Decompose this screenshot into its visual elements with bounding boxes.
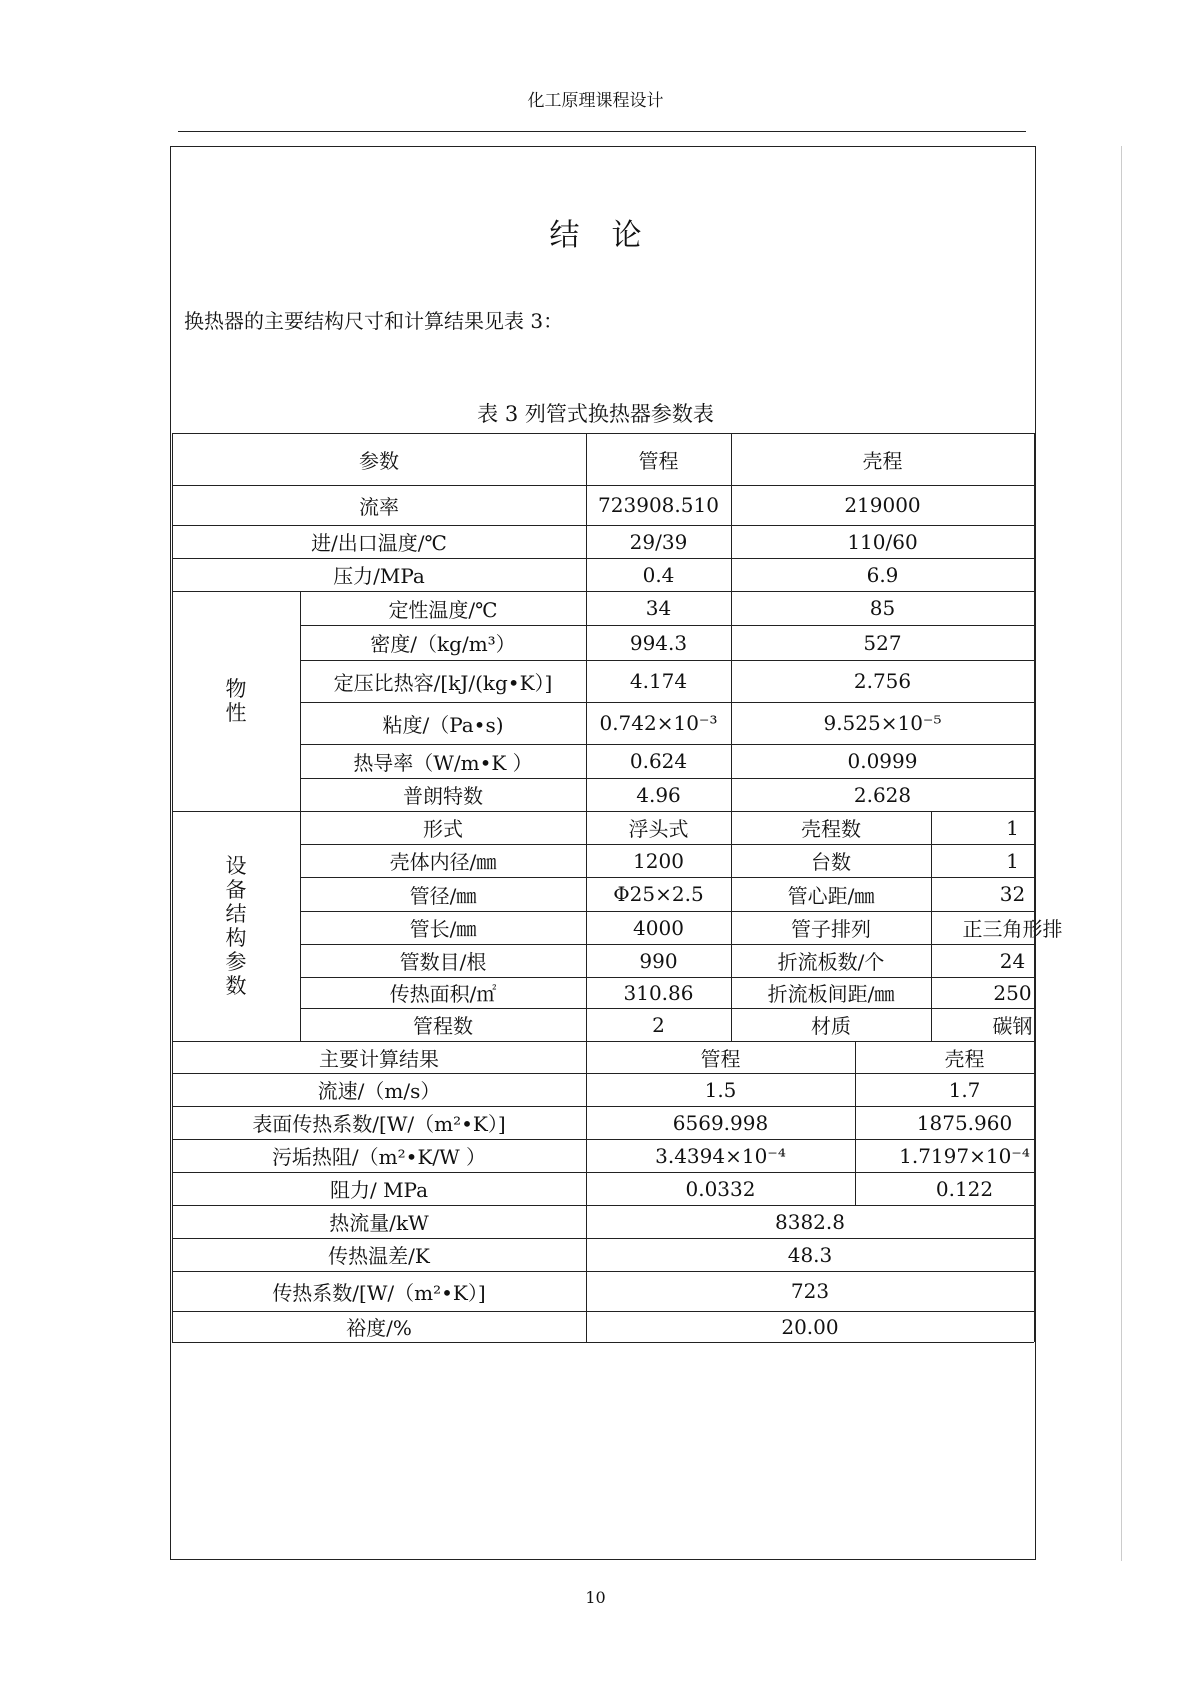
equipment-value: 250	[993, 980, 1032, 1005]
table-rule	[172, 1106, 1034, 1107]
shell-value: 110/60	[847, 529, 918, 554]
equipment-label: 管径/㎜	[409, 883, 477, 908]
tube-value: 4.96	[636, 782, 681, 807]
equipment-value: 碳钢	[992, 1014, 1033, 1038]
summary-label: 热流量/kW	[329, 1211, 429, 1235]
physical-group-label-char: 物	[225, 677, 247, 701]
equipment-label: 传热面积/㎡	[389, 982, 497, 1006]
summary-value: 723	[790, 1279, 830, 1303]
tube-value: 29/39	[629, 529, 688, 554]
shell-value: 85	[869, 596, 896, 620]
table-rule	[172, 811, 1034, 812]
table-rule	[172, 485, 1034, 486]
equipment-value: 32	[999, 882, 1026, 906]
table-rule	[300, 1008, 1034, 1009]
page-header: 化工原理课程设计	[527, 91, 664, 111]
equipment-group-label-char: 构	[225, 926, 247, 950]
table-rule	[172, 1238, 1034, 1239]
table-rule	[931, 811, 932, 1041]
tube-value: 723908.510	[598, 493, 719, 517]
equipment-value: 24	[999, 948, 1026, 973]
table-rule	[300, 877, 1034, 878]
row-label: 流率	[359, 494, 399, 519]
equipment-label: 管子排列	[791, 917, 871, 941]
table-left-rule	[172, 433, 173, 1342]
equipment-label: 形式	[423, 817, 463, 841]
equipment-value: 4000	[633, 915, 684, 940]
summary-value: 8382.8	[775, 1209, 845, 1234]
table-rule	[172, 1073, 1034, 1074]
shell-value: 2.628	[853, 782, 912, 807]
column-header-param: 参数	[359, 448, 399, 473]
tube-value: 0.4	[642, 562, 675, 587]
table-rule	[855, 1041, 856, 1205]
tube-value: 4.174	[629, 669, 688, 693]
table-rule	[300, 944, 1034, 945]
equipment-value: Φ25×2.5	[613, 882, 704, 906]
table-rule	[300, 778, 1034, 779]
equipment-value: 310.86	[623, 980, 694, 1005]
table-rule	[172, 1311, 1034, 1312]
property-label: 定性温度/℃	[388, 597, 498, 622]
shell-value: 219000	[844, 493, 921, 517]
shell-result: 1.7197×10⁻⁴	[899, 1143, 1030, 1168]
property-label: 定压比热容/[kJ/(kg•K）]	[333, 670, 553, 695]
table-rule	[172, 1041, 1034, 1042]
table-rule	[300, 660, 1034, 661]
section-title: 结论	[549, 218, 674, 253]
table-rule	[731, 433, 732, 1041]
table-right-rule	[1034, 433, 1035, 1342]
results-header-tube: 管程	[700, 1046, 741, 1071]
result-label: 流速/（m/s）	[317, 1079, 441, 1103]
shell-result: 1.7	[948, 1077, 981, 1102]
equipment-label: 管程数	[413, 1014, 473, 1038]
summary-label: 传热系数/[W/（m²•K）]	[272, 1280, 486, 1305]
shell-value: 0.0999	[847, 749, 918, 773]
property-label: 热导率（W/m•K ）	[353, 750, 533, 775]
shell-result: 1875.960	[916, 1110, 1013, 1135]
page-number: 10	[585, 1588, 606, 1607]
table-rule	[300, 591, 301, 1041]
table-rule	[172, 591, 1034, 592]
equipment-label: 材质	[811, 1014, 851, 1038]
tube-result: 3.4394×10⁻⁴	[655, 1143, 786, 1168]
equipment-group-label-char: 数	[225, 974, 247, 998]
equipment-group-label-char: 设	[225, 854, 247, 878]
table-rule	[172, 525, 1034, 526]
shell-value: 527	[863, 630, 902, 655]
equipment-value: 浮头式	[628, 817, 689, 841]
result-label: 表面传热系数/[W/（m²•K）]	[252, 1112, 506, 1136]
equipment-group-label-char: 参	[225, 950, 247, 974]
equipment-value: 正三角形排	[962, 917, 1063, 941]
shell-value: 9.525×10⁻⁵	[823, 711, 942, 735]
table-rule	[172, 558, 1034, 559]
physical-group-label	[172, 591, 300, 811]
table-rule	[172, 1172, 1034, 1173]
table-rule	[172, 1139, 1034, 1140]
table-rule	[300, 702, 1034, 703]
column-header-shell: 壳程	[862, 448, 903, 473]
intro-text: 换热器的主要结构尺寸和计算结果见表 3：	[184, 309, 564, 333]
table-rule	[300, 844, 1034, 845]
equipment-group-label-char: 备	[225, 878, 247, 902]
tube-value: 0.742×10⁻³	[599, 711, 718, 735]
equipment-label: 壳程数	[801, 817, 861, 841]
row-label: 压力/MPa	[333, 564, 425, 588]
property-label: 粘度/（Pa•s)	[382, 712, 504, 737]
table-rule	[172, 1342, 1034, 1343]
equipment-value: 1	[1006, 848, 1019, 873]
equipment-label: 壳体内径/㎜	[389, 850, 497, 874]
summary-value: 20.00	[781, 1314, 839, 1339]
row-label: 进/出口温度/℃	[311, 531, 447, 555]
results-header-label: 主要计算结果	[319, 1046, 439, 1071]
equipment-value: 2	[652, 1012, 665, 1037]
table-rule	[586, 433, 587, 1342]
shell-value: 2.756	[853, 669, 912, 693]
table-rule	[172, 1205, 1034, 1206]
property-label: 普朗特数	[403, 784, 483, 808]
equipment-label: 管长/㎜	[409, 917, 477, 941]
tube-result: 6569.998	[672, 1110, 769, 1135]
equipment-label: 台数	[811, 850, 851, 874]
shell-result: 0.122	[935, 1176, 994, 1201]
equipment-value: 990	[639, 948, 678, 973]
summary-label: 传热温差/K	[328, 1244, 430, 1268]
table-rule	[172, 1271, 1034, 1272]
table-top-rule	[172, 433, 1034, 434]
tube-result: 0.0332	[685, 1176, 756, 1201]
result-label: 污垢热阻/（m²•K/W ）	[271, 1145, 487, 1169]
tube-result: 1.5	[704, 1077, 737, 1102]
table-rule	[300, 625, 1034, 626]
equipment-label: 管心距/㎜	[787, 883, 875, 908]
shell-value: 6.9	[866, 562, 899, 587]
results-header-shell: 壳程	[944, 1046, 985, 1071]
tube-value: 34	[645, 596, 672, 620]
equipment-label: 折流板间距/㎜	[767, 982, 895, 1006]
column-header-tube: 管程	[638, 448, 679, 473]
equipment-value: 1	[1006, 815, 1019, 840]
equipment-group-label-char: 结	[225, 902, 247, 926]
summary-value: 48.3	[787, 1242, 833, 1267]
equipment-value: 1200	[633, 848, 684, 873]
property-label: 密度/（kg/m³）	[370, 632, 516, 656]
table-rule	[300, 977, 1034, 978]
physical-group-label-char: 性	[225, 701, 247, 725]
equipment-label: 折流板数/个	[777, 950, 885, 974]
table-rule	[300, 744, 1034, 745]
tube-value: 0.624	[629, 749, 688, 773]
table-caption: 表 3 列管式换热器参数表	[477, 402, 714, 426]
result-label: 阻力/ MPa	[329, 1178, 429, 1202]
tube-value: 994.3	[629, 630, 688, 655]
equipment-label: 管数目/根	[399, 950, 487, 974]
table-rule	[300, 911, 1034, 912]
equipment-group-label	[172, 811, 300, 1041]
summary-label: 裕度/%	[346, 1316, 412, 1340]
